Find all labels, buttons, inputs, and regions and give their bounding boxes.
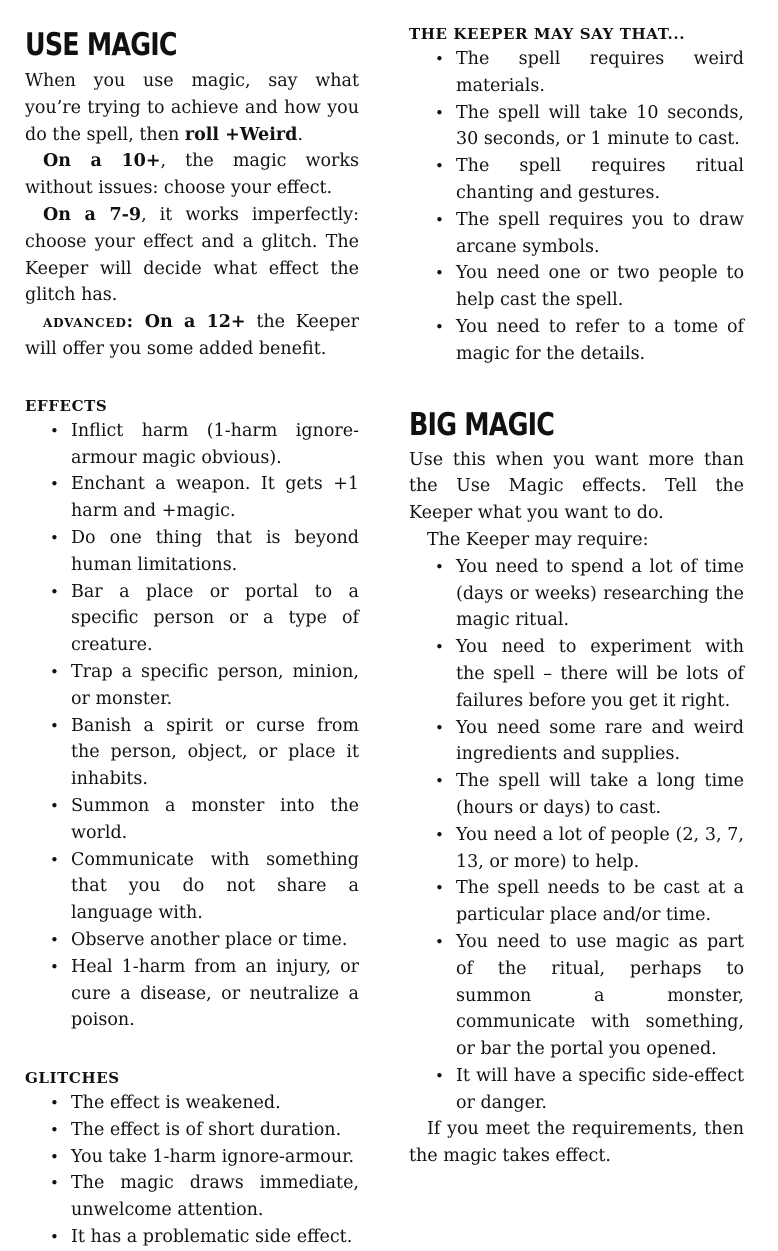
use-magic-intro [25, 68, 359, 148]
big-magic-title: BIG MAGIC [409, 406, 555, 443]
glitches-heading: GLITCHES [25, 1069, 120, 1088]
twelve-plus-label: On a 12+ [144, 312, 246, 333]
list-item: • You need to experiment with the spell – there will be lots of failures before you get it right. [409, 634, 744, 714]
advanced-result [25, 309, 359, 363]
seven-nine-label: On a 7-9 [43, 204, 142, 225]
list-item: • You take 1-harm ignore-armour. [25, 1144, 359, 1171]
list-item: • Enchant a weapon. It gets +1 harm and +magic. [25, 471, 359, 525]
glitches-list [25, 1090, 359, 1251]
list-item: • Do one thing that is beyond human limitations. [25, 525, 359, 579]
intro-text: When you use magic, say what you’re trying to achieve and how you do the spell, then [25, 71, 359, 145]
advanced-text: the Keeper will offer you some added benefit. [25, 312, 359, 359]
list-item: • Heal 1-harm from an injury, or cure a disease, or neutralize a poison. [25, 954, 359, 1034]
list-item: • You need to spend a lot of time (days or weeks) researching the magic ritual. [409, 554, 744, 634]
list-item: • The effect is weakened. [25, 1090, 359, 1117]
list-item: • Summon a monster into the world. [25, 793, 359, 847]
list-item: • It will have a specific side-effect or danger. [409, 1063, 744, 1117]
keeper-may-say-list [409, 46, 744, 368]
list-item: • The spell will take 10 seconds, 30 seconds, or 1 minute to cast. [409, 100, 744, 154]
list-item: • Observe another place or time. [25, 927, 359, 954]
ten-plus-text: , the magic works without issues: choose your effect. [25, 151, 359, 199]
list-item: • The spell requires you to draw arcane symbols. [409, 207, 744, 261]
seven-nine-text: , it works imperfectly: choose your effect and a glitch. The Keeper will decide what effect the glitch has. [25, 204, 359, 306]
list-item: • The magic draws immediate, unwelcome attention. [25, 1170, 359, 1224]
intro-end: . [297, 124, 303, 145]
list-item: • You need to refer to a tome of magic for the details. [409, 314, 744, 368]
effects-heading: EFFECTS [25, 396, 108, 415]
list-item: • You need to use magic as part of the ritual, perhaps to summon a monster, communicate with something, or bar the portal you opened. [409, 929, 744, 1063]
list-item: • Banish a spirit or curse from the person, object, or place it inhabits. [25, 713, 359, 793]
list-item: • Inflict harm (1-harm ignore-armour magic obvious). [25, 418, 359, 472]
list-item: • The spell requires ritual chanting and gestures. [409, 153, 744, 207]
list-item: • Bar a place or portal to a specific person or a type of creature. [25, 579, 359, 659]
roll-weird: roll +Weird [184, 124, 298, 145]
effects-list [25, 418, 359, 1034]
list-item: • Communicate with something that you do not share a language with. [25, 847, 359, 927]
ten-plus-result [25, 148, 359, 202]
ten-plus-label: On a 10+ [43, 151, 161, 172]
list-item: • You need one or two people to help cast the spell. [409, 260, 744, 314]
advanced-label: advanced: [43, 312, 134, 333]
list-item: • It has a problematic side effect. [25, 1224, 359, 1251]
list-item: • The effect is of short duration. [25, 1117, 359, 1144]
right-column [409, 0, 744, 1170]
list-item: • You need some rare and weird ingredients and supplies. [409, 715, 744, 769]
list-item: • You need a lot of people (2, 3, 7, 13, or more) to help. [409, 822, 744, 876]
list-item: • The spell will take a long time (hours or days) to cast. [409, 768, 744, 822]
list-item: • The spell needs to be cast at a particular place and/or time. [409, 875, 744, 929]
seven-nine-result [25, 202, 359, 309]
list-item: • Trap a specific person, minion, or monster. [25, 659, 359, 713]
big-magic-list [409, 554, 744, 1117]
list-item: • The spell requires weird materials. [409, 46, 744, 100]
big-magic-outro: If you meet the requirements, then the magic takes effect. [409, 1119, 744, 1167]
use-magic-title: USE MAGIC [25, 27, 177, 63]
keeper-require-text: The Keeper may require: [427, 529, 649, 550]
keeper-may-say-heading: THE KEEPER MAY SAY THAT... [409, 25, 686, 43]
left-column [25, 0, 359, 1251]
big-magic-intro: Use this when you want more than the Use Magic effects. Tell the Keeper what you want to do. [409, 449, 744, 524]
